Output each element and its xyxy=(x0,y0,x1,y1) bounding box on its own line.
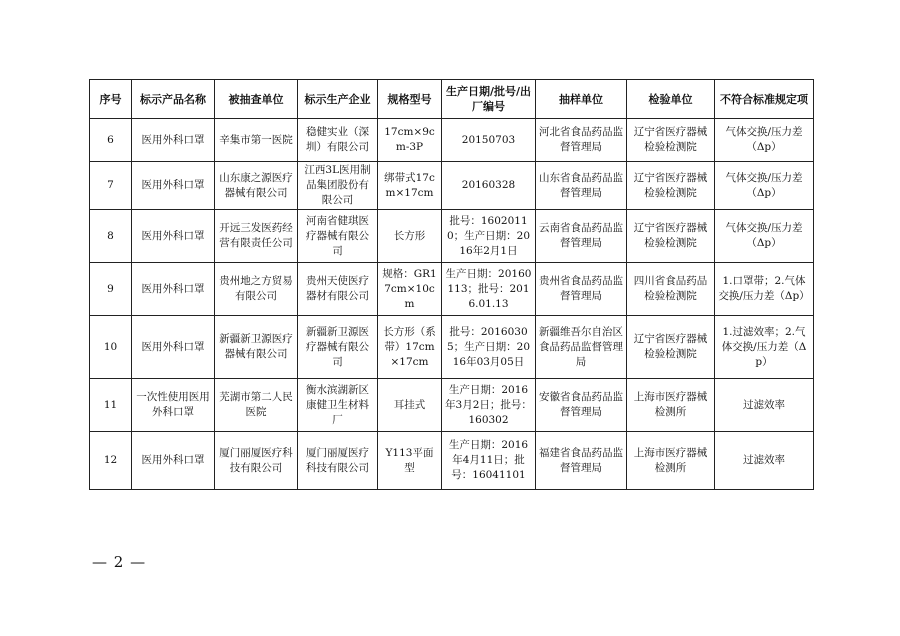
cell-product-name: 医用外科口罩 xyxy=(132,162,215,210)
cell-nonconforming-item: 气体交换/压力差（Δp） xyxy=(715,210,814,263)
cell-batch-info: 20150703 xyxy=(442,119,536,162)
header-testing-unit: 检验单位 xyxy=(627,80,715,119)
cell-sampling-unit: 山东省食品药品监督管理局 xyxy=(536,162,627,210)
table-row xyxy=(90,119,814,162)
cell-manufacturer: 衡水滨湖新区康健卫生材料厂 xyxy=(298,379,378,432)
header-serial-no: 序号 xyxy=(90,80,132,119)
cell-nonconforming-item: 过滤效率 xyxy=(715,432,814,490)
page-number: — 2 — xyxy=(92,553,147,571)
header-specification: 规格型号 xyxy=(378,80,442,119)
cell-inspected-unit: 开远三发医药经营有限责任公司 xyxy=(215,210,298,263)
cell-testing-unit: 辽宁省医疗器械检验检测院 xyxy=(627,210,715,263)
cell-testing-unit: 四川省食品药品检验检测院 xyxy=(627,263,715,316)
cell-product-name: 医用外科口罩 xyxy=(132,263,215,316)
cell-manufacturer: 稳健实业（深圳）有限公司 xyxy=(298,119,378,162)
cell-sampling-unit: 安徽省食品药品监督管理局 xyxy=(536,379,627,432)
cell-serial-no: 10 xyxy=(90,316,132,379)
header-product-name: 标示产品名称 xyxy=(132,80,215,119)
cell-product-name: 医用外科口罩 xyxy=(132,119,215,162)
cell-specification: 绑带式17cm×17cm xyxy=(378,162,442,210)
cell-batch-info: 20160328 xyxy=(442,162,536,210)
cell-specification: Y113平面型 xyxy=(378,432,442,490)
header-batch-info: 生产日期/批号/出厂编号 xyxy=(442,80,536,119)
cell-sampling-unit: 河北省食品药品监督管理局 xyxy=(536,119,627,162)
cell-testing-unit: 上海市医疗器械检测所 xyxy=(627,379,715,432)
cell-batch-info: 生产日期：2016年4月11日；批号：16041101 xyxy=(442,432,536,490)
cell-specification: 长方形（系带）17cm×17cm xyxy=(378,316,442,379)
cell-sampling-unit: 云南省食品药品监督管理局 xyxy=(536,210,627,263)
cell-inspected-unit: 贵州地之方贸易有限公司 xyxy=(215,263,298,316)
cell-nonconforming-item: 过滤效率 xyxy=(715,379,814,432)
cell-serial-no: 9 xyxy=(90,263,132,316)
cell-inspected-unit: 厦门丽厦医疗科技有限公司 xyxy=(215,432,298,490)
cell-testing-unit: 辽宁省医疗器械检验检测院 xyxy=(627,316,715,379)
cell-batch-info: 生产日期：2016年3月2日；批号：160302 xyxy=(442,379,536,432)
cell-nonconforming-item: 气体交换/压力差（Δp） xyxy=(715,162,814,210)
table-row xyxy=(90,210,814,263)
cell-specification: 耳挂式 xyxy=(378,379,442,432)
cell-sampling-unit: 贵州省食品药品监督管理局 xyxy=(536,263,627,316)
cell-serial-no: 8 xyxy=(90,210,132,263)
cell-manufacturer: 河南省健琪医疗器械有限公司 xyxy=(298,210,378,263)
cell-inspected-unit: 芜湖市第二人民医院 xyxy=(215,379,298,432)
table-row xyxy=(90,379,814,432)
cell-inspected-unit: 山东康之源医疗器械有限公司 xyxy=(215,162,298,210)
header-nonconforming-item: 不符合标准规定项 xyxy=(715,80,814,119)
cell-nonconforming-item: 1.口罩带；2.气体交换/压力差（Δp） xyxy=(715,263,814,316)
table-header-row xyxy=(90,80,814,119)
header-inspected-unit: 被抽查单位 xyxy=(215,80,298,119)
table-row xyxy=(90,316,814,379)
table-row xyxy=(90,263,814,316)
cell-product-name: 一次性使用医用外科口罩 xyxy=(132,379,215,432)
cell-sampling-unit: 新疆维吾尔自治区食品药品监督管理局 xyxy=(536,316,627,379)
cell-batch-info: 生产日期：20160113；批号：2016.01.13 xyxy=(442,263,536,316)
cell-nonconforming-item: 1.过滤效率；2.气体交换/压力差（Δp） xyxy=(715,316,814,379)
cell-specification: 规格：GR17cm×10cm xyxy=(378,263,442,316)
cell-product-name: 医用外科口罩 xyxy=(132,316,215,379)
table-row xyxy=(90,432,814,490)
cell-product-name: 医用外科口罩 xyxy=(132,210,215,263)
cell-manufacturer: 江西3L医用制品集团股份有限公司 xyxy=(298,162,378,210)
cell-testing-unit: 辽宁省医疗器械检验检测院 xyxy=(627,119,715,162)
cell-testing-unit: 辽宁省医疗器械检验检测院 xyxy=(627,162,715,210)
cell-testing-unit: 上海市医疗器械检测所 xyxy=(627,432,715,490)
header-sampling-unit: 抽样单位 xyxy=(536,80,627,119)
sampling-results-table xyxy=(89,79,814,490)
table-row xyxy=(90,162,814,210)
cell-batch-info: 批号：16020110；生产日期：2016年2月1日 xyxy=(442,210,536,263)
cell-nonconforming-item: 气体交换/压力差（Δp） xyxy=(715,119,814,162)
cell-manufacturer: 贵州天使医疗器材有限公司 xyxy=(298,263,378,316)
cell-specification: 长方形 xyxy=(378,210,442,263)
cell-serial-no: 12 xyxy=(90,432,132,490)
cell-serial-no: 11 xyxy=(90,379,132,432)
cell-product-name: 医用外科口罩 xyxy=(132,432,215,490)
cell-manufacturer: 新疆新卫源医疗器械有限公司 xyxy=(298,316,378,379)
cell-manufacturer: 厦门丽厦医疗科技有限公司 xyxy=(298,432,378,490)
header-manufacturer: 标示生产企业 xyxy=(298,80,378,119)
cell-serial-no: 7 xyxy=(90,162,132,210)
cell-inspected-unit: 新疆新卫源医疗器械有限公司 xyxy=(215,316,298,379)
cell-inspected-unit: 辛集市第一医院 xyxy=(215,119,298,162)
cell-batch-info: 批号：20160305；生产日期：2016年03月05日 xyxy=(442,316,536,379)
cell-serial-no: 6 xyxy=(90,119,132,162)
cell-specification: 17cm×9cm-3P xyxy=(378,119,442,162)
cell-sampling-unit: 福建省食品药品监督管理局 xyxy=(536,432,627,490)
